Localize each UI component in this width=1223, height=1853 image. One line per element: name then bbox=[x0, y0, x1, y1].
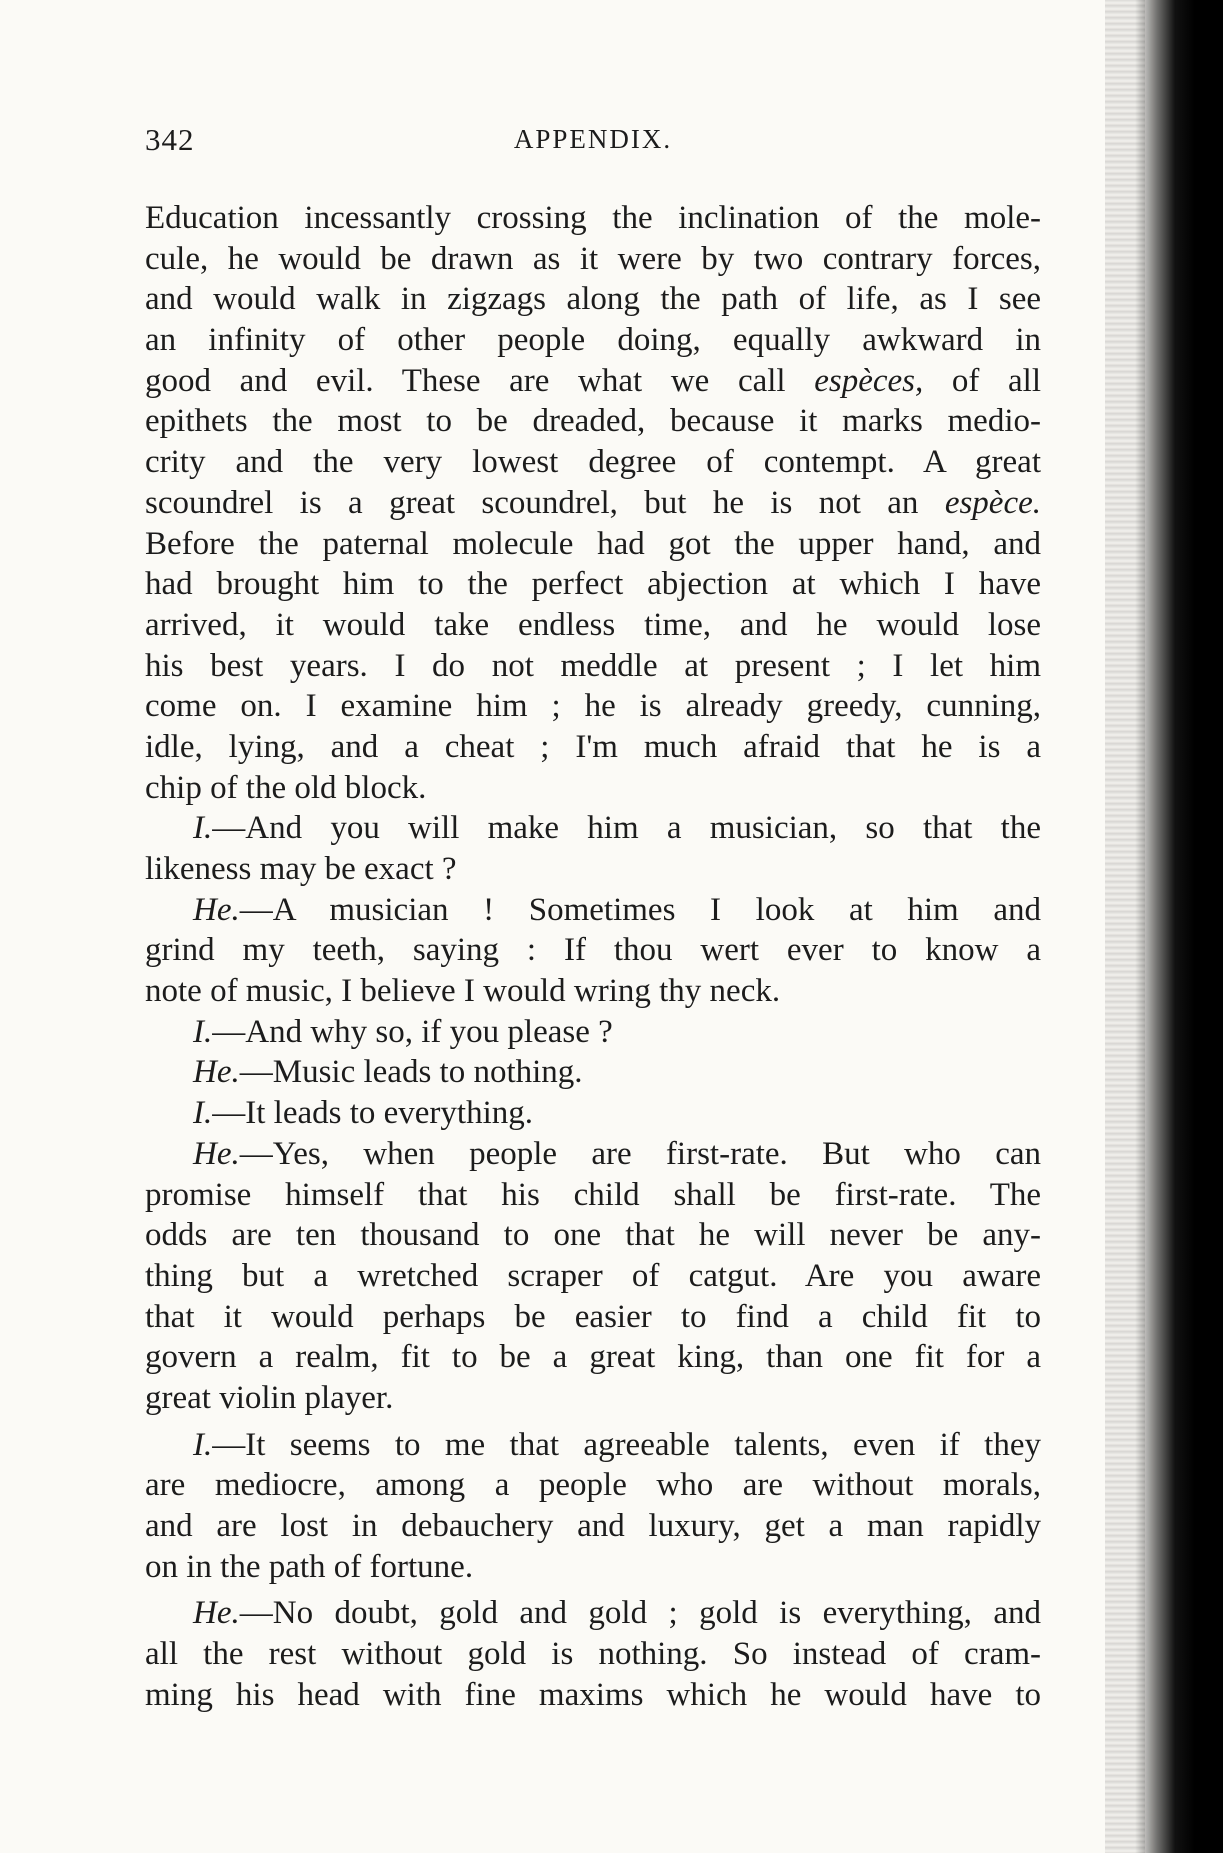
text-segment: scoundrel is a great scoundrel, but he is not an bbox=[145, 484, 945, 521]
text-segment: good and evil. These are what we call bbox=[145, 362, 815, 399]
text-segment: an infinity of other people doing, equally awkward in bbox=[145, 322, 1041, 359]
binding-shadow bbox=[1135, 0, 1223, 1853]
text-segment: are mediocre, among a people who are without morals, bbox=[145, 1467, 1041, 1504]
italic-text: He. bbox=[193, 1595, 240, 1632]
text-line bbox=[145, 279, 1041, 320]
text-line bbox=[145, 727, 1041, 768]
text-line bbox=[145, 483, 1041, 524]
text-line bbox=[145, 1547, 1041, 1588]
text-line bbox=[145, 239, 1041, 280]
text-segment: chip of the old block. bbox=[145, 769, 427, 806]
italic-text: espèce. bbox=[944, 484, 1041, 521]
text-line bbox=[145, 1134, 1041, 1175]
page-number: 342 bbox=[145, 122, 195, 157]
text-segment: idle, lying, and a cheat ; I'm much afraid that he is a bbox=[145, 728, 1041, 765]
italic-text: He. bbox=[193, 1054, 240, 1091]
text-line bbox=[145, 1215, 1041, 1256]
text-segment: —No doubt, gold and gold ; gold is everything, and bbox=[239, 1595, 1041, 1632]
text-line bbox=[145, 1378, 1041, 1419]
text-line bbox=[145, 1175, 1041, 1216]
italic-text: I. bbox=[193, 1426, 213, 1463]
text-segment: —It seems to me that agreeable talents, even if they bbox=[212, 1426, 1041, 1463]
italic-text: I. bbox=[193, 1013, 213, 1050]
text-segment: cule, he would be drawn as it were by two contrary forces, bbox=[145, 240, 1041, 277]
text-line bbox=[145, 849, 1041, 890]
text-segment: great violin player. bbox=[145, 1379, 394, 1416]
text-line bbox=[145, 605, 1041, 646]
text-segment: —Yes, when people are first-rate. But who can bbox=[239, 1135, 1041, 1172]
text-line bbox=[145, 1465, 1041, 1506]
text-line bbox=[145, 1675, 1041, 1716]
text-segment: his best years. I do not meddle at present ; I let him bbox=[145, 647, 1041, 684]
text-line bbox=[145, 1012, 1041, 1053]
text-segment: come on. I examine him ; he is already greedy, cunning, bbox=[145, 688, 1041, 725]
italic-text: I. bbox=[193, 1095, 213, 1132]
text-line bbox=[145, 1297, 1041, 1338]
text-line bbox=[145, 1052, 1041, 1093]
text-segment: likeness may be exact ? bbox=[145, 851, 457, 887]
italic-text: I. bbox=[193, 810, 213, 847]
text-segment: and are lost in debauchery and luxury, get a man rapidly bbox=[145, 1508, 1041, 1544]
text-line bbox=[145, 1634, 1041, 1675]
text-segment: —A musician ! Sometimes I look at him and bbox=[239, 891, 1041, 928]
text-line bbox=[145, 564, 1041, 605]
text-line bbox=[145, 1506, 1041, 1547]
text-line bbox=[145, 442, 1041, 483]
text-line bbox=[145, 971, 1041, 1012]
page-header bbox=[145, 122, 1041, 162]
italic-text: He. bbox=[193, 891, 240, 928]
text-segment: all the rest without gold is nothing. So instead of cram- bbox=[145, 1636, 1041, 1673]
text-segment: Education incessantly crossing the inclination of the mole- bbox=[145, 200, 1041, 236]
text-segment: govern a realm, fit to be a great king, than one fit for a bbox=[145, 1339, 1041, 1376]
text-segment: that it would perhaps be easier to find a child fit to bbox=[145, 1298, 1041, 1335]
text-line bbox=[145, 686, 1041, 727]
text-segment: promise himself that his child shall be first-rate. The bbox=[145, 1176, 1041, 1213]
text-segment: odds are ten thousand to one that he will never be any- bbox=[145, 1217, 1041, 1254]
text-segment: thing but a wretched scraper of catgut. Are you aware bbox=[145, 1257, 1041, 1294]
text-line bbox=[145, 401, 1041, 442]
text-segment: of all bbox=[923, 362, 1041, 399]
text-segment: on in the path of fortune. bbox=[145, 1548, 474, 1585]
italic-text: He. bbox=[193, 1135, 240, 1172]
text-segment: Before the paternal molecule had got the upper hand, and bbox=[145, 525, 1041, 562]
text-segment: ming his head with fine maxims which he would have to bbox=[145, 1676, 1041, 1713]
text-line bbox=[145, 198, 1041, 239]
text-segment: crity and the very lowest degree of contempt. A great bbox=[145, 444, 1041, 481]
text-line bbox=[145, 646, 1041, 687]
text-segment: —It leads to everything. bbox=[212, 1095, 534, 1132]
text-segment: grind my teeth, saying : If thou wert ever to know a bbox=[145, 932, 1041, 969]
text-line bbox=[145, 1337, 1041, 1378]
text-segment: —Music leads to nothing. bbox=[239, 1054, 583, 1091]
text-segment: arrived, it would take endless time, and he would lose bbox=[145, 606, 1041, 643]
text-line bbox=[145, 524, 1041, 565]
text-line bbox=[145, 808, 1041, 849]
italic-text: espèces, bbox=[814, 362, 924, 399]
text-segment: note of music, I believe I would wring thy neck. bbox=[145, 973, 781, 1010]
text-segment: —And you will make him a musician, so that the bbox=[212, 810, 1041, 847]
text-line bbox=[145, 1425, 1041, 1466]
text-line bbox=[145, 890, 1041, 931]
text-segment: epithets the most to be dreaded, because it marks medio- bbox=[145, 403, 1041, 440]
text-line bbox=[145, 930, 1041, 971]
text-line bbox=[145, 768, 1041, 809]
text-line bbox=[145, 1093, 1041, 1134]
text-segment: and would walk in zigzags along the path of life, as I see bbox=[145, 281, 1041, 318]
running-head: APPENDIX. bbox=[513, 124, 673, 154]
text-line bbox=[145, 320, 1041, 361]
text-line bbox=[145, 361, 1041, 402]
body-text bbox=[145, 198, 1041, 1715]
text-segment: had brought him to the perfect abjection at which I have bbox=[145, 566, 1041, 603]
text-line bbox=[145, 1593, 1041, 1634]
text-segment: —And why so, if you please ? bbox=[212, 1013, 613, 1050]
text-line bbox=[145, 1256, 1041, 1297]
